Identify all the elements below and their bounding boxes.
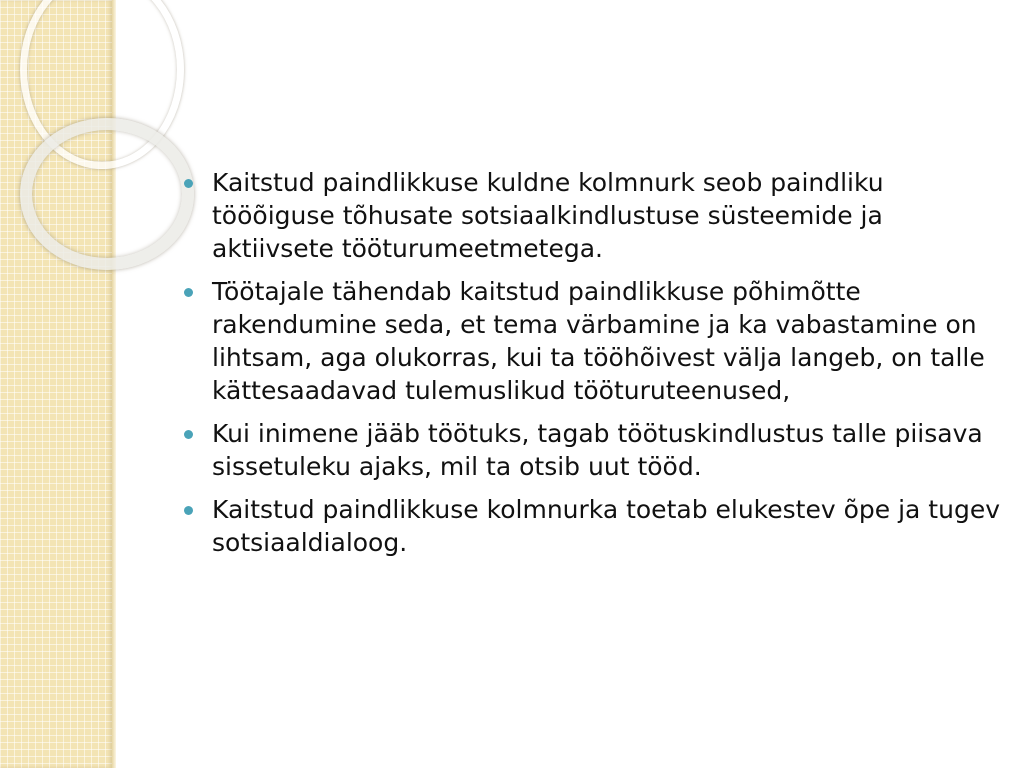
slide-content [184, 166, 1004, 569]
decorative-side-panel [0, 0, 112, 768]
bullet-dot-icon [184, 506, 193, 515]
bullet-item [184, 166, 1004, 265]
bullet-list [184, 166, 1004, 559]
bullet-text: Kaitstud paindlikkuse kuldne kolmnurk seob paindliku tööõiguse tõhusate sotsiaalkindlustuse süsteemide ja aktiivsete tööturumeetmetega. [212, 168, 884, 263]
bullet-item [184, 275, 1004, 407]
side-panel-edge [112, 0, 116, 768]
bullet-dot-icon [184, 288, 193, 297]
bullet-item [184, 417, 1004, 483]
bullet-text: Kaitstud paindlikkuse kolmnurka toetab elukestev õpe ja tugev sotsiaaldialoog. [212, 495, 1000, 557]
bullet-text: Töötajale tähendab kaitstud paindlikkuse põhimõtte rakendumine seda, et tema värbamine ja ka vabastamine on lihtsam, aga olukorras, kui ta tööhõivest välja langeb, on talle kättesaadavad tulemuslikud tööturuteenused, [212, 277, 985, 405]
bullet-item [184, 493, 1004, 559]
bullet-text: Kui inimene jääb töötuks, tagab töötuskindlustus talle piisava sissetuleku ajaks, mil ta otsib uut tööd. [212, 419, 983, 481]
bullet-dot-icon [184, 430, 193, 439]
bullet-dot-icon [184, 179, 193, 188]
